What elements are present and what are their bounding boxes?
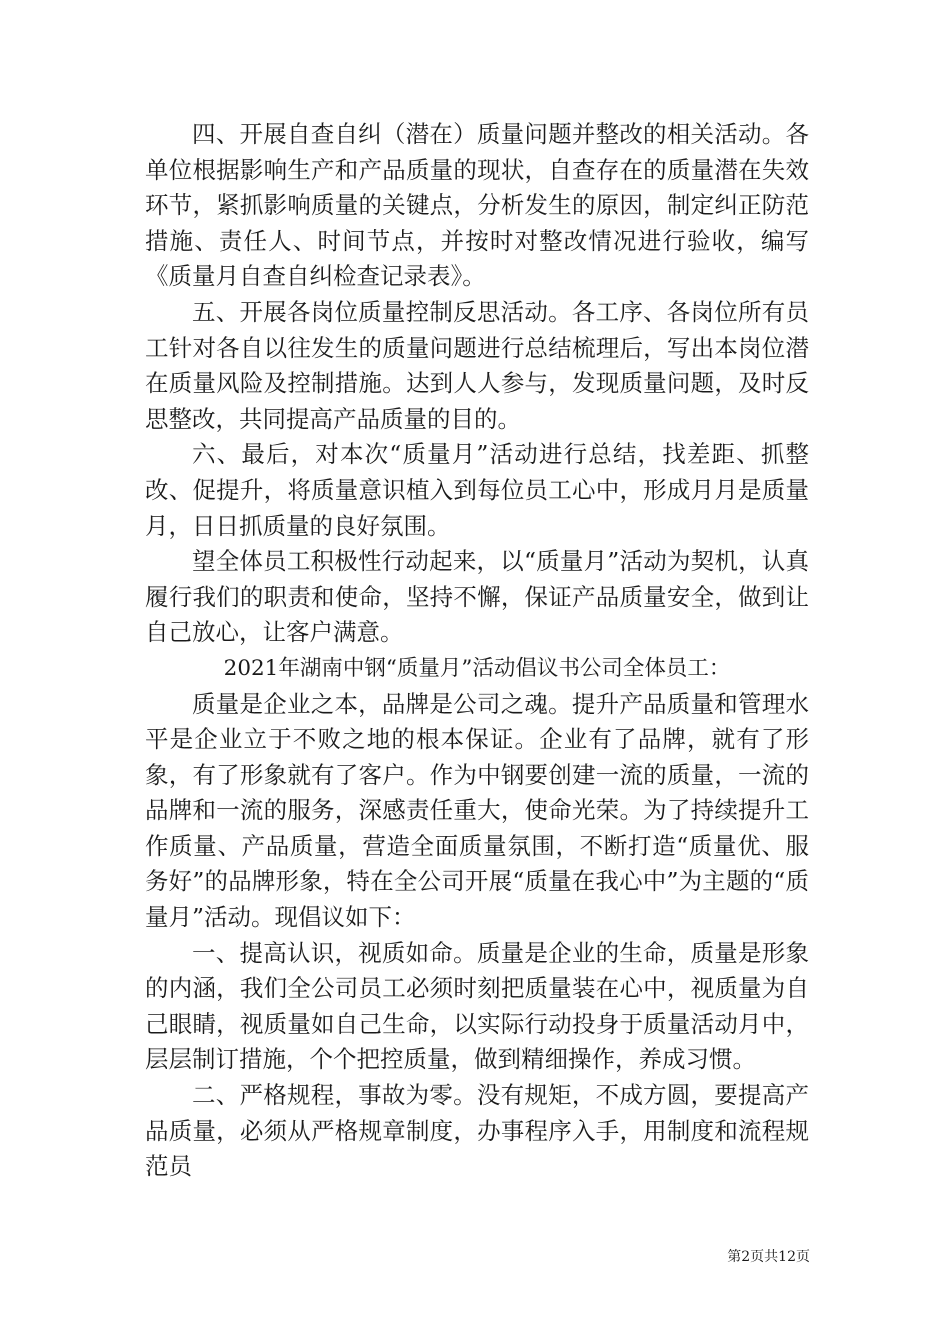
paragraph-point-one: 一、提高认识，视质如命。质量是企业的生命，质量是形象的内涵，我们全公司员工必须时刻把质量装在心中，视质量为自己眼睛，视质量如自己生命，以实际行动投身于质量活动月中，层层制订措施，个个把控质量，做到精细操作，养成习惯。 [145,938,809,1074]
paragraph-call-to-action: 望全体员工积极性行动起来，以“质量月”活动为契机，认真履行我们的职责和使命，坚持不懈，保证产品质量安全，做到让自己放心，让客户满意。 [145,547,809,647]
paragraph-point-two: 二、严格规程，事故为零。没有规矩，不成方圆，要提高产品质量，必须从严格规章制度，办事程序入手，用制度和流程规范员 [145,1081,809,1181]
paragraph-summary: 六、最后，对本次“质量月”活动进行总结，找差距、抓整改、促提升，将质量意识植入到每位员工心中，形成月月是质量月，日日抓质量的良好氛围。 [145,440,809,540]
paragraph-introduction: 质量是企业之本，品牌是公司之魂。提升产品质量和管理水平是企业立于不败之地的根本保证。企业有了品牌，就有了形象，有了形象就有了客户。作为中钢要创建一流的质量，一流的品牌和一流的服务，深感责任重大，使命光荣。为了持续提升工作质量、产品质量，营造全面质量氛围，不断打造“质量优、服务好”的品牌形象，特在全公司开展“质量在我心中”为主题的“质量月”活动。现倡议如下： [145,689,809,932]
paragraph-self-inspection: 四、开展自查自纠（潜在）质量问题并整改的相关活动。各单位根据影响生产和产品质量的现状，自查存在的质量潜在失效环节，紧抓影响质量的关键点，分析发生的原因，制定纠正防范措施、责任人、时间节点，并按时对整改情况进行验收，编写《质量月自查自纠检查记录表》。 [145,120,809,291]
document-body [145,117,809,1185]
page-number-footer: 第2页共12页 [727,1249,810,1265]
paragraph-reflection-activity: 五、开展各岗位质量控制反思活动。各工序、各岗位所有员工针对各自以往发生的质量问题进行总结梳理后，写出本岗位潜在质量风险及控制措施。达到人人参与，发现质量问题，及时反思整改，共同提高产品质量的目的。 [145,297,809,433]
section-title: 2021年湖南中钢“质量月”活动倡议书公司全体员工： [223,655,731,681]
